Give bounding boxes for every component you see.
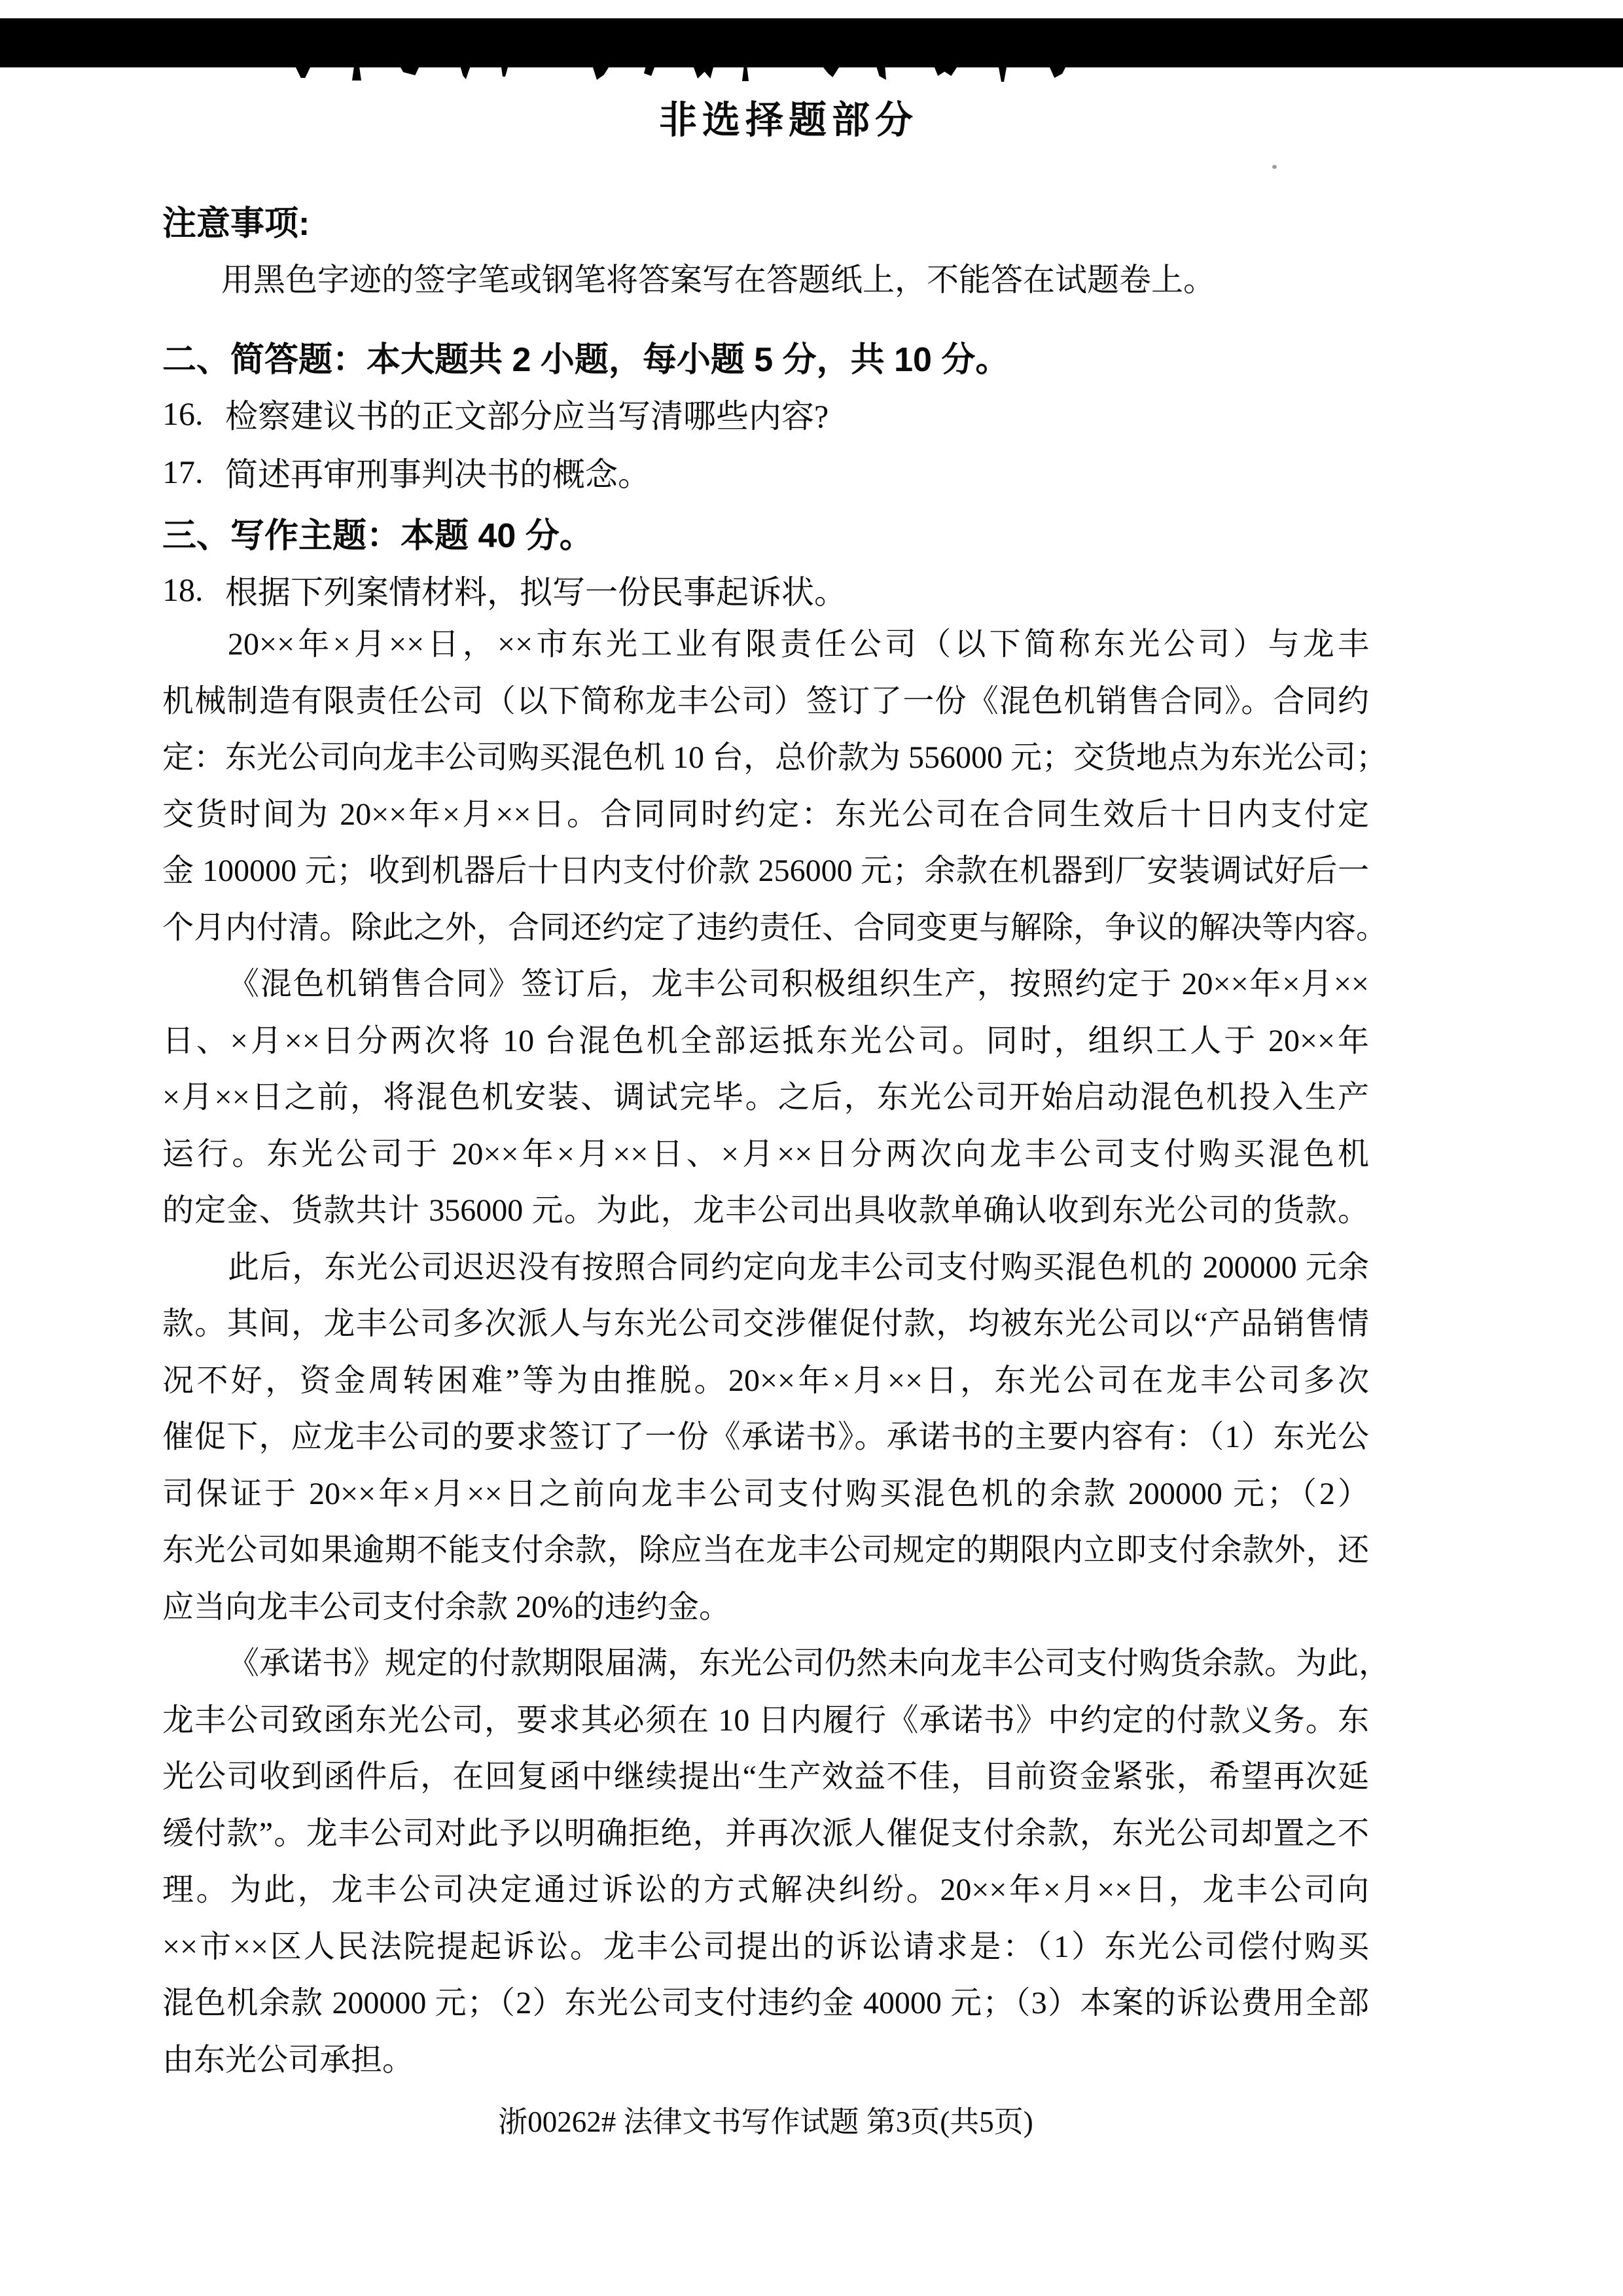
question-item-18 [162,561,1369,619]
page-title: 非选择题部分 [658,99,918,141]
paragraph-line: 《混色机销售合同》签订后，龙丰公司积极组织生产，按照约定于 20××年×月×× [228,967,1369,1001]
obscured-glyph-tip [935,67,957,76]
paragraph-line: 20××年×月××日，××市东光工业有限责任公司（以下简称东光公司）与龙丰 [228,627,1369,662]
paragraph-line: 定：东光公司向龙丰公司购买混色机 10 台，总价款为 556000 元；交货地点为东光公司； [162,740,1388,775]
case-material [162,617,1391,2089]
masked-title-bar [0,18,1623,67]
scan-speck [1272,165,1277,169]
question-number: 16. [162,395,204,432]
paragraph-line: 此后，东光公司迟迟没有按照合同约定向龙丰公司支付购买混色机的 200000 元余 [228,1249,1369,1285]
paragraph-line: 混色机余款 200000 元；（2）东光公司支付违约金 40000 元；（3）本案的诉讼费用全部 [162,1986,1369,2020]
question-item-17 [162,443,1369,501]
question-number: 18. [162,571,204,608]
notice-label: 注意事项: [162,204,310,243]
paragraph-line: 运行。东光公司于 20××年×月××日、×月××日分两次向龙丰公司支付购买混色机 [162,1136,1369,1172]
paragraph-line: 理。为此，龙丰公司决定通过诉讼的方式解决纠纷。20××年×月××日，龙丰公司向 [162,1873,1369,1907]
obscured-glyph-tip [593,67,609,80]
paragraph-line: 金 100000 元；收到机器后十日内支付价款 256000 元；余款在机器到厂安装调试好后一 [162,853,1369,888]
paragraph-line: 应当向龙丰公司支付余款 20%的违约金。 [162,1589,730,1624]
paragraph-line: 款。其间，龙丰公司多次派人与东光公司交涉催促付款，均被东光公司以“产品销售情 [162,1306,1369,1341]
section-heading-writing: 三、写作主题：本题 40 分。 [162,516,594,555]
notice-text: 用黑色字迹的签字笔或钢笔将答案写在答题纸上，不能答在试题卷上。 [221,262,1216,298]
obscured-text-fragments [0,67,1623,87]
paragraph-line: 交货时间为 20××年×月××日。合同同时约定：东光公司在合同生效后十日内支付定 [162,797,1369,832]
paragraph-line: 《承诺书》规定的付款期限届满，东光公司仍然未向龙丰公司支付购货余款。为此， [228,1646,1391,1681]
paragraph-line: 日、×月××日分两次将 10 台混色机全部运抵东光公司。同时，组织工人于 20××年 [162,1023,1369,1058]
paragraph-line: 龙丰公司致函东光公司，要求其必须在 10 日内履行《承诺书》中约定的付款义务。东 [162,1702,1369,1738]
paragraph-line: ×月××日之前，将混色机安装、调试完毕。之后，东光公司开始启动混色机投入生产 [162,1080,1369,1115]
question-item-16 [162,385,1369,442]
obscured-glyph-tip [644,67,654,76]
question-number: 17. [162,454,204,490]
obscured-glyph-tip [996,67,1009,82]
paragraph-line: 况不好，资金周转困难”等为由推脱。20××年×月××日，东光公司在龙丰公司多次 [162,1363,1369,1398]
paragraph-line: 司保证于 20××年×月××日之前向龙丰公司支付购买混色机的余款 200000 元；（2） [162,1476,1369,1511]
question-text: 检察建议书的正文部分应当写清哪些内容? [225,398,829,435]
paragraph-line: 光公司收到函件后，在回复函中继续提出“生产效益不佳，目前资金紧张，希望再次延 [162,1759,1369,1794]
paragraph-line: 缓付款”。龙丰公司对此予以明确拒绝，并再次派人催促支付余款，东光公司却置之不 [162,1816,1369,1851]
paragraph-line: 催促下，应龙丰公司的要求签订了一份《承诺书》。承诺书的主要内容有：（1）东光公 [162,1420,1369,1454]
obscured-glyph-tip [823,67,839,77]
paragraph-line: 东光公司如果逾期不能支付余款，除应当在龙丰公司规定的期限内立即支付余款外，还 [162,1533,1369,1568]
paragraph-line: ××市××区人民法院提起诉讼。龙丰公司提出的诉讼请求是：（1）东光公司偿付购买 [162,1929,1369,1964]
paragraph-line: 个月内付清。除此之外，合同还约定了违约责任、合同变更与解除，争议的解决等内容。 [162,910,1388,945]
paragraph-line: 由东光公司承担。 [162,2042,414,2077]
question-text: 根据下列案情材料，拟写一份民事起诉状。 [225,574,847,611]
obscured-glyph-tip [876,67,886,80]
paragraph-line: 机械制造有限责任公司（以下简称龙丰公司）签订了一份《混色机销售合同》。合同约 [162,683,1369,719]
obscured-glyph-tip [401,67,419,75]
obscured-glyph-tip [742,67,749,81]
obscured-glyph-tip [296,67,310,78]
obscured-glyph-tip [694,67,713,79]
obscured-glyph-tip [352,67,361,81]
obscured-glyph-tip [459,67,471,79]
question-text: 简述再审刑事判决书的概念。 [225,456,651,493]
footer-text: 浙00262# 法律文书写作试题 第3页(共5页) [498,2106,1033,2138]
obscured-glyph-tip [501,67,508,77]
obscured-glyph-tip [1050,67,1065,78]
section-heading-short-answer: 二、简答题：本大题共 2 小题，每小题 5 分，共 10 分。 [162,340,1010,379]
paragraph-line: 的定金、货款共计 356000 元。为此，龙丰公司出具收款单确认收到东光公司的货款。 [162,1193,1369,1228]
